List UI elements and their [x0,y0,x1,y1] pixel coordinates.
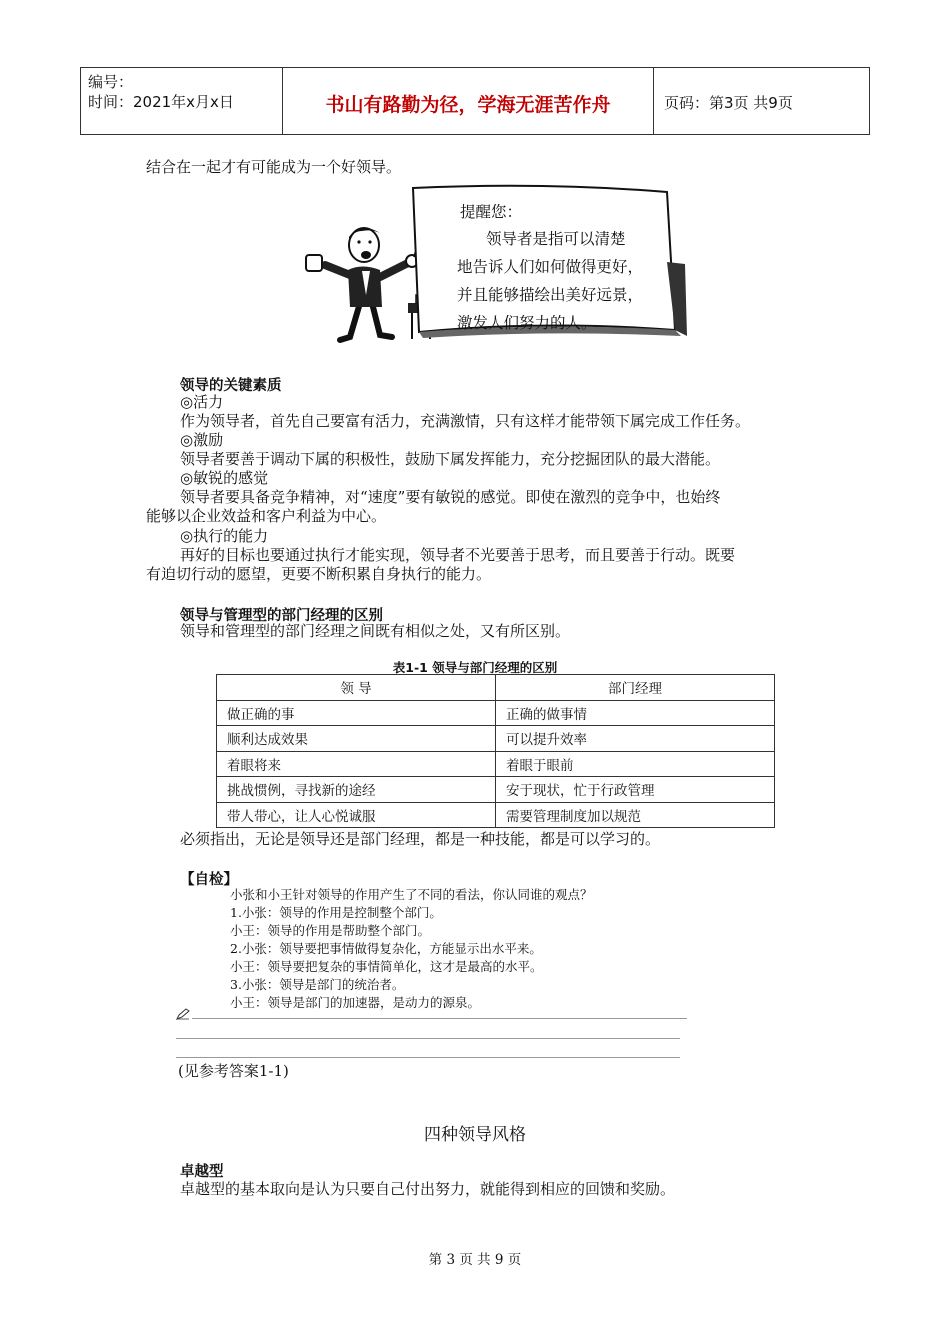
table-cell: 挑战惯例，寻找新的途经 [217,777,496,803]
table-cell: 正确的做事情 [496,700,775,726]
style-text: 卓越型的基本取向是认为只要自己付出努力，就能得到相应的回馈和奖励。 [180,1180,676,1198]
table-row [217,751,775,777]
reminder-line: 地告诉人们如何做得更好， [457,258,644,276]
comparison-table [216,674,775,828]
table-header-cell: 领 导 [217,675,496,701]
self-check-line: 1.小张：领导的作用是控制整个部门。 [230,905,442,920]
table-cell: 顺利达成效果 [217,726,496,752]
self-check-line: 2.小张：领导要把事情做得复杂化，方能显示出水平来。 [230,941,542,956]
self-check-line: 3.小张：领导是部门的统治者。 [230,977,405,992]
reminder-note [460,198,522,226]
page-footer: 第 3 页 共 9 页 [428,1252,522,1268]
quality-text: 能够以企业效益和客户利益为中心。 [146,507,387,525]
self-check-heading: 【自检】 [180,872,238,888]
quality-text: 领导者要善于调动下属的积极性，鼓励下属发挥能力，充分挖掘团队的最大潜能。 [180,450,721,468]
answer-line[interactable] [176,1038,680,1039]
section-intro: 领导和管理型的部门经理之间既有相似之处，又有所区别。 [180,622,571,640]
quality-title: ◎活力 [180,393,224,411]
table-conclusion: 必须指出，无论是领导还是部门经理，都是一种技能，都是可以学习的。 [180,830,661,848]
reminder-line: 并且能够描绘出美好远景， [457,286,644,304]
quality-text: 有迫切行动的愿望，更要不断积累自身执行的能力。 [146,565,492,583]
table-header-cell: 部门经理 [496,675,775,701]
section-title: 四种领导风格 [424,1125,526,1145]
table-cell: 带人带心，让人心悦诚服 [217,802,496,828]
pencil-icon [176,1008,190,1020]
time-label: 时间：2021年x月x日 [88,93,234,111]
intro-line: 结合在一起才有可能成为一个好领导。 [146,158,402,176]
self-check-question: 小张和小王针对领导的作用产生了不同的看法，你认同谁的观点？ [230,887,593,902]
reminder-line: 领导者是指可以清楚 [486,230,626,248]
table-row [217,802,775,828]
reminder-line: 激发人们努力的人。 [457,314,597,332]
table-row [217,700,775,726]
table-cell: 可以提升效率 [496,726,775,752]
header-motto: 书山有路勤为径，学海无涯苦作舟 [325,94,611,116]
section-heading: 领导与管理型的部门经理的区别 [180,608,383,624]
table-row [217,726,775,752]
quality-text: 领导者要具备竞争精神，对“速度”要有敏锐的感觉。即使在激烈的竞争中，也始终 [180,488,721,506]
quality-title: ◎激励 [180,431,224,449]
quality-title: ◎敏锐的感觉 [180,469,269,487]
self-check-line: 小王：领导要把复杂的事情简单化，这才是最高的水平。 [230,959,543,974]
quality-text: 再好的目标也要通过执行才能实现，领导者不光要善于思考，而且要善于行动。既要 [180,546,736,564]
table-cell: 需要管理制度加以规范 [496,802,775,828]
self-check-line: 小王：领导的作用是帮助整个部门。 [230,923,431,938]
answer-line[interactable] [176,1057,680,1058]
table-header-row [217,675,775,701]
table-cell: 做正确的事 [217,700,496,726]
header-page-label: 页码：第3页 共9页 [664,94,793,112]
quality-text: 作为领导者，首先自己要富有活力，充满激情，只有这样才能带领下属完成工作任务。 [180,412,751,430]
answer-reference: (见参考答案1-1) [178,1062,289,1080]
reminder-title: 提醒您： [460,203,523,221]
answer-line[interactable] [192,1018,687,1019]
table-caption: 表1-1 领导与部门经理的区别 [392,660,558,675]
table-cell: 安于现状，忙于行政管理 [496,777,775,803]
self-check-line: 小王：领导是部门的加速器，是动力的源泉。 [230,995,481,1010]
quality-title: ◎执行的能力 [180,527,269,545]
table-cell: 着眼于眼前 [496,751,775,777]
section-heading: 领导的关键素质 [180,378,282,394]
header-meta [88,72,234,112]
table-row [217,777,775,803]
table-cell: 着眼将来 [217,751,496,777]
number-label: 编号： [88,73,134,91]
style-heading: 卓越型 [180,1164,224,1180]
header-divider [653,67,654,135]
